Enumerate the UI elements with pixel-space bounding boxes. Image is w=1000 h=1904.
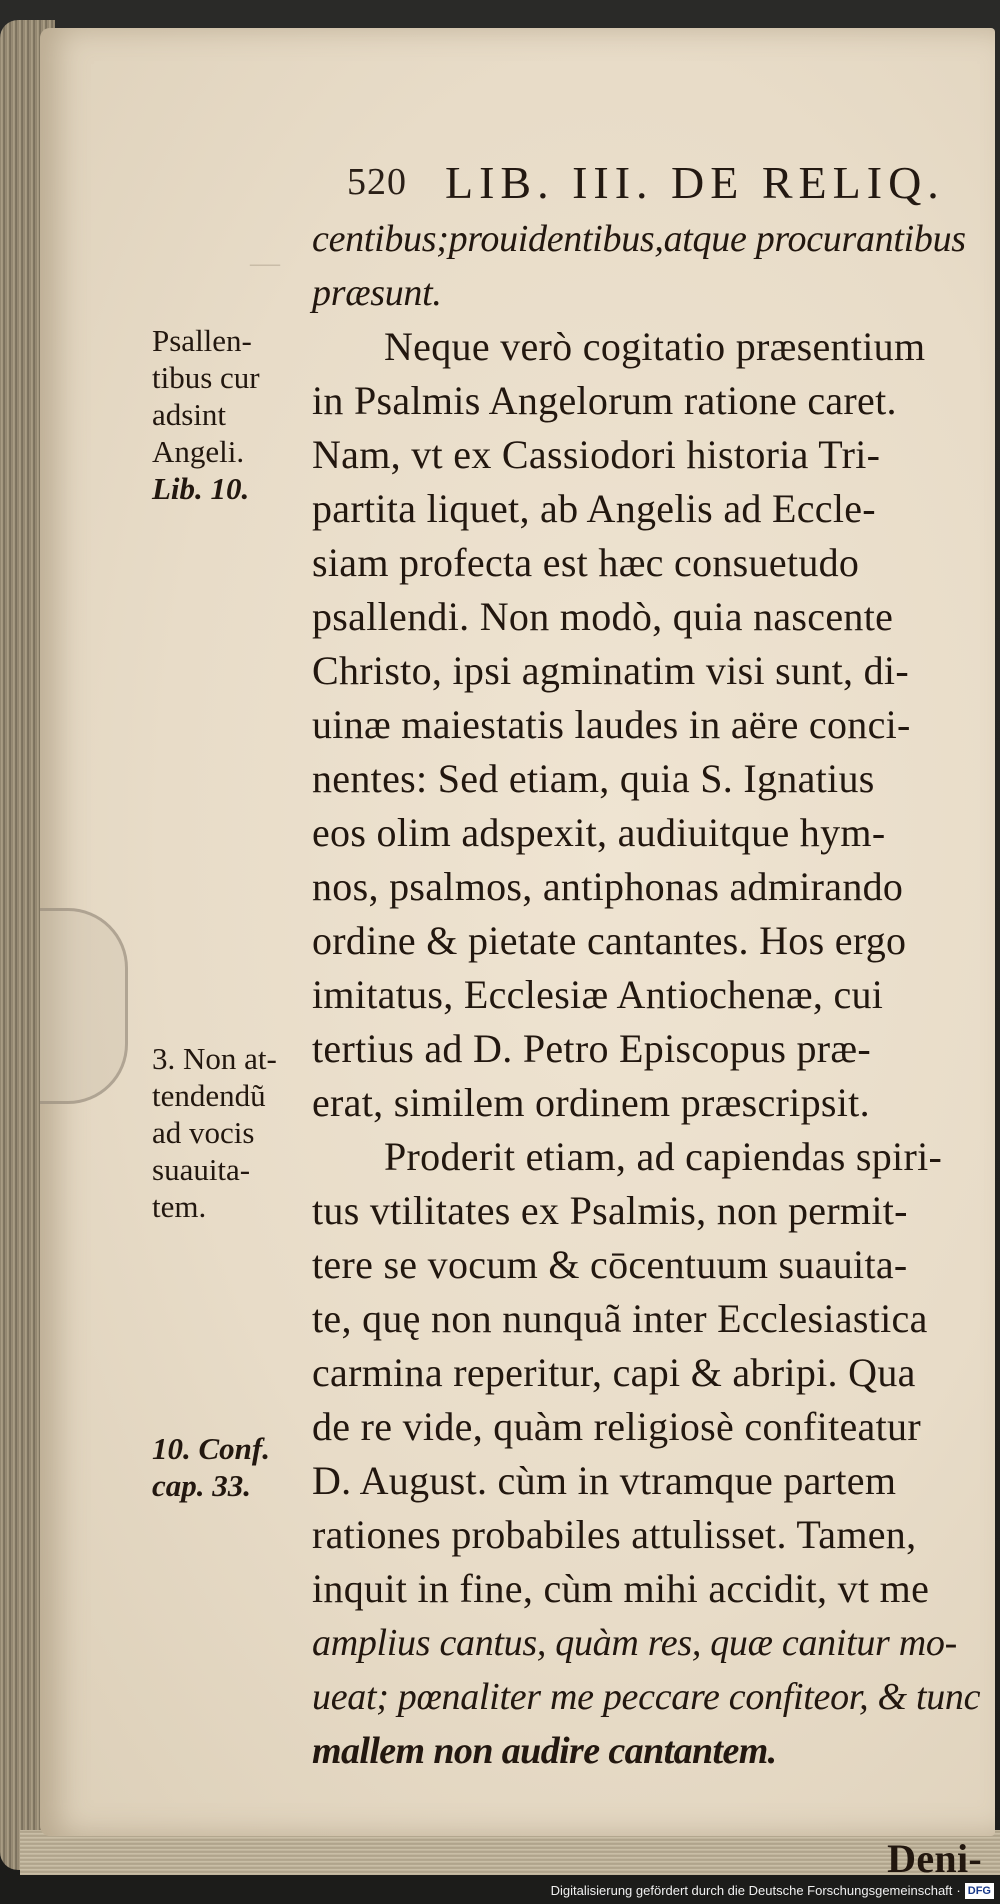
margin-note-non-attendendum — [152, 1040, 322, 1225]
body-line: tus vtilitates ex Psalmis, non permit- — [312, 1188, 908, 1233]
dfg-logo: DFG — [965, 1883, 994, 1899]
margin-note-line: Angeli. — [152, 434, 245, 469]
body-text — [312, 212, 992, 1886]
body-line: rationes probabiles attulisset. Tamen, — [312, 1512, 917, 1557]
body-line: mallem non audire cantantem. — [312, 1730, 777, 1772]
body-line: Christo, ipsi agminatim visi sunt, di- — [312, 648, 909, 693]
running-title: LIB. III. DE RELIQ. — [445, 157, 945, 208]
body-line: tertius ad D. Petro Episcopus præ- — [312, 1026, 872, 1071]
body-line: imitatus, Ecclesiæ Antiochenæ, cui — [312, 972, 884, 1017]
body-line: carmina reperitur, capi & abripi. Qua — [312, 1350, 916, 1395]
body-line: nos, psalmos, antiphonas admirando — [312, 864, 904, 909]
margin-note-psallentibus — [152, 322, 322, 507]
margin-note-line: 10. Conf. — [152, 1431, 270, 1466]
body-line: præsunt. — [312, 272, 442, 314]
margin-note-line: tendendũ — [152, 1078, 266, 1113]
digitization-credit: Digitalisierung gefördert durch die Deutsche Forschungsgemeinschaft · DFG — [551, 1880, 994, 1902]
credit-text: Digitalisierung gefördert durch die Deutsche Forschungsgemeinschaft — [550, 1883, 953, 1898]
body-line: psallendi. Non modò, quia nascente — [312, 594, 894, 639]
body-line: uinæ maiestatis laudes in aëre conci- — [312, 702, 911, 747]
body-line: de re vide, quàm religiosè confiteatur — [312, 1404, 921, 1449]
bleed-through-mark: — — [250, 246, 280, 279]
body-line: tere se vocum & cōcentuum suauita- — [312, 1242, 908, 1287]
margin-note-line: Lib. 10. — [152, 471, 250, 506]
body-line: siam profecta est hæc consuetudo — [312, 540, 860, 585]
body-line: Proderit etiam, ad capiendas spiri- — [384, 1134, 943, 1179]
catchword: Deni- — [887, 1836, 982, 1881]
margin-note-line: cap. 33. — [152, 1468, 252, 1503]
body-line: Neque verò cogitatio præsentium — [384, 324, 926, 369]
thumb-clip-shadow — [40, 908, 128, 1104]
body-line: Nam, vt ex Cassiodori historia Tri- — [312, 432, 881, 477]
body-line: centibus;prouidentibus,atque procurantibus — [312, 218, 966, 260]
body-line: ordine & pietate cantantes. Hos ergo — [312, 918, 907, 963]
margin-note-line: adsint — [152, 397, 227, 432]
body-line: in Psalmis Angelorum ratione caret. — [312, 378, 897, 423]
body-line — [312, 1778, 992, 1832]
body-line: ueat; pœnaliter me peccare confiteor, & tunc — [312, 1676, 981, 1718]
margin-note-confessiones-ref — [152, 1430, 322, 1504]
margin-note-line: 3. Non at- — [152, 1041, 277, 1076]
margin-note-line: Psallen- — [152, 323, 252, 358]
body-line: partita liquet, ab Angelis ad Eccle- — [312, 486, 876, 531]
body-line: nentes: Sed etiam, quia S. Ignatius — [312, 756, 875, 801]
margin-note-line: tibus cur — [152, 360, 260, 395]
body-line: inquit in fine, cùm mihi accidit, vt me — [312, 1566, 930, 1611]
margin-note-line: ad vocis — [152, 1115, 255, 1150]
margin-note-line: suauita- — [152, 1152, 251, 1187]
margin-note-line: tem. — [152, 1189, 207, 1224]
page-number: 520 — [347, 161, 407, 203]
body-line: amplius cantus, quàm res, quæ canitur mo- — [312, 1622, 957, 1664]
body-line: te, quę non nunquã inter Ecclesiastica — [312, 1296, 928, 1341]
body-line: D. August. cùm in vtramque partem — [312, 1458, 897, 1503]
body-line: eos olim adspexit, audiuitque hym- — [312, 810, 886, 855]
body-line: erat, similem ordinem præscripsit. — [312, 1080, 870, 1125]
